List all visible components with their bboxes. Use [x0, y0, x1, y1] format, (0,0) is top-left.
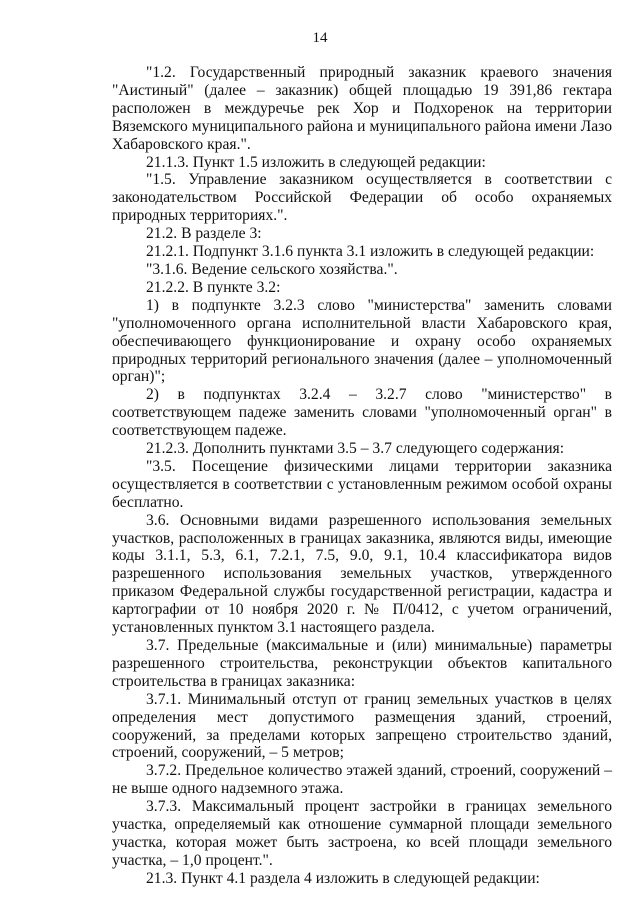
- document-body: [112, 64, 612, 888]
- paragraph: "1.5. Управление заказником осуществляется в соответствии с законодательством Российской Федерации об особо охраняемых природных территориях.".: [112, 171, 612, 225]
- paragraph: 21.2.1. Подпункт 3.1.6 пункта 3.1 изложить в следующей редакции:: [146, 243, 595, 261]
- paragraph: 21.2.3. Дополнить пунктами 3.5 – 3.7 следующего содержания:: [146, 440, 565, 458]
- paragraph: 21.2. В разделе 3:: [146, 225, 262, 243]
- paragraph: 1) в подпункте 3.2.3 слово "министерства" заменить словами "уполномоченного органа исполнительной власти Хабаровского края, обеспечивающего функционирование и охрану особо охраняемых природных территорий регионального значения (далее – уполномоченный орган)";: [112, 296, 612, 386]
- paragraph: "1.2. Государственный природный заказник краевого значения "Аистиный" (далее – заказник) общей площадью 19 391,86 гектара расположен в междуречье рек Хор и Подхоренок на территории Вяземского муниципального района и муниципального района имени Лазо Хабаровского края.".: [112, 64, 612, 153]
- paragraph: 2) в подпунктах 3.2.4 – 3.2.7 слово "министерство" в соответствующем падеже заменить словами "уполномоченный орган" в соответствующем падеже.: [112, 386, 612, 440]
- paragraph: 3.6. Основными видами разрешенного использования земельных участков, расположенных в границах заказника, являются виды, имеющие коды 3.1.1, 5.3, 6.1, 7.2.1, 7.5, 9.0, 9.1, 10.4 классификатора видов разрешенного использования земельных участков, утвержденного приказом Федеральной службы государственной регистрации, кадастра и картографии от 10 ноября 2020 г. № П/0412, с учетом ограничений, установленных пунктом 3.1 настоящего раздела.: [112, 511, 612, 637]
- paragraph: 3.7.1. Минимальный отступ от границ земельных участков в целях определения мест допустимого размещения зданий, строений, сооружений, за пределами которых запрещено строительство зданий, строений, сооружений, – 5 метров;: [112, 690, 612, 762]
- paragraph: 21.2.2. В пункте 3.2:: [146, 278, 281, 296]
- paragraph: "3.5. Посещение физическими лицами территории заказника осуществляется в соответствии с установленным режимом особой охраны бесплатно.: [112, 457, 612, 511]
- paragraph: "3.1.6. Ведение сельского хозяйства.".: [146, 260, 398, 278]
- paragraph: 21.1.3. Пункт 1.5 изложить в следующей редакции:: [146, 153, 486, 171]
- paragraph: 3.7.2. Предельное количество этажей зданий, строений, сооружений – не выше одного надземного этажа.: [112, 762, 612, 798]
- page-number: 14: [312, 30, 328, 46]
- paragraph: 3.7.3. Максимальный процент застройки в границах земельного участка, определяемый как отношение суммарной площади земельного участка, которая может быть застроена, ко всей площади земельного участка, – 1,0 процент.".: [112, 798, 612, 869]
- paragraph: 3.7. Предельные (максимальные и (или) минимальные) параметры разрешенного строительства, реконструкции объектов капитального строительства в границах заказника:: [112, 637, 612, 690]
- paragraph: 21.3. Пункт 4.1 раздела 4 изложить в следующей редакции:: [146, 869, 540, 887]
